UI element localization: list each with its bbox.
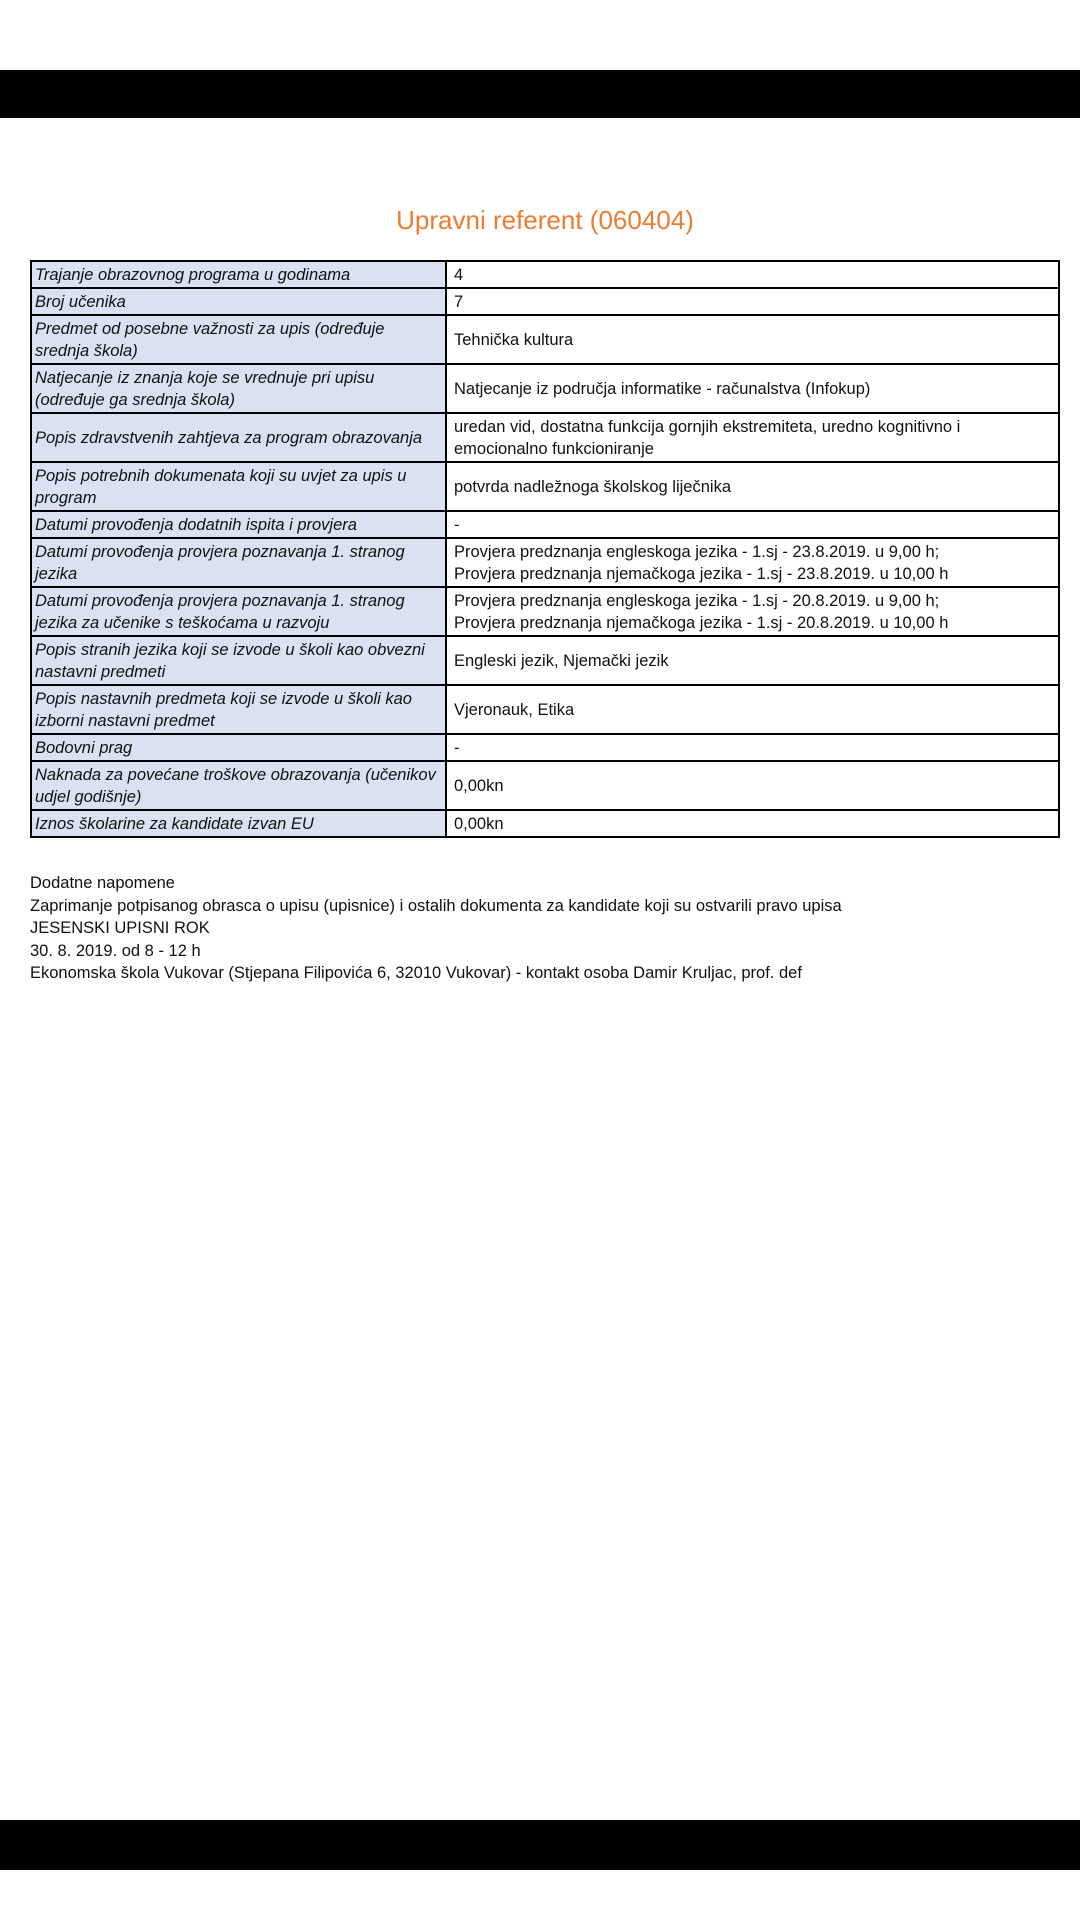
row-label: Popis potrebnih dokumenata koji su uvjet za upis u program [31, 462, 446, 511]
row-value-line: 4 [454, 266, 464, 284]
row-value-line: Provjera predznanja engleskoga jezika - 1.sj - 23.8.2019. u 9,00 h; [454, 543, 940, 561]
row-value [446, 761, 1059, 810]
row-value-line: - [454, 516, 460, 534]
page-title: Upravni referent (060404) [396, 205, 694, 235]
table-row [31, 364, 1059, 413]
row-label: Datumi provođenja provjera poznavanja 1. stranog jezika za učenike s teškoćama u razvoju [31, 587, 446, 636]
row-label: Trajanje obrazovnog programa u godinama [31, 261, 446, 288]
row-value [446, 364, 1059, 413]
row-value-line: Tehnička kultura [454, 331, 574, 349]
table-row [31, 462, 1059, 511]
notes-line: JESENSKI UPISNI ROK [30, 919, 210, 937]
row-value [446, 288, 1059, 315]
row-label: Predmet od posebne važnosti za upis (određuje srednja škola) [31, 315, 446, 364]
top-black-bar [0, 70, 1080, 118]
bottom-black-bar [0, 1820, 1080, 1870]
row-label: Iznos školarine za kandidate izvan EU [31, 810, 446, 837]
row-value-line: Provjera predznanja njemačkoga jezika - 1.sj - 20.8.2019. u 10,00 h [454, 614, 949, 632]
row-value [446, 413, 1059, 462]
program-info-table [30, 260, 1060, 838]
row-label: Popis zdravstvenih zahtjeva za program obrazovanja [31, 413, 446, 462]
notes-line: Ekonomska škola Vukovar (Stjepana Filipovića 6, 32010 Vukovar) - kontakt osoba Damir Kruljac, prof. def [30, 964, 802, 982]
notes-heading: Dodatne napomene [30, 874, 175, 892]
row-value [446, 462, 1059, 511]
row-value-line: Natjecanje iz područja informatike - računalstva (Infokup) [454, 380, 871, 398]
table-row [31, 288, 1059, 315]
row-value [446, 734, 1059, 761]
row-value [446, 587, 1059, 636]
row-value [446, 685, 1059, 734]
row-value-line: Provjera predznanja engleskoga jezika - 1.sj - 20.8.2019. u 9,00 h; [454, 592, 940, 610]
table-row [31, 413, 1059, 462]
row-label: Popis stranih jezika koji se izvode u školi kao obvezni nastavni predmeti [31, 636, 446, 685]
row-value [446, 810, 1059, 837]
table-row [31, 810, 1059, 837]
additional-notes [30, 872, 1060, 985]
row-value-line: uredan vid, dostatna funkcija gornjih ekstremiteta, uredno kognitivno i emocionalno funkcioniranje [454, 418, 961, 458]
table-row [31, 685, 1059, 734]
table-row [31, 761, 1059, 810]
row-label: Natjecanje iz znanja koje se vrednuje pri upisu (određuje ga srednja škola) [31, 364, 446, 413]
table-row [31, 511, 1059, 538]
table-row [31, 315, 1059, 364]
table-row [31, 261, 1059, 288]
row-label: Datumi provođenja provjera poznavanja 1. stranog jezika [31, 538, 446, 587]
notes-line: 30. 8. 2019. od 8 - 12 h [30, 941, 201, 960]
row-value-line: Vjeronauk, Etika [454, 701, 575, 719]
table-row [31, 734, 1059, 761]
row-value [446, 261, 1059, 288]
row-value-line: 0,00kn [454, 777, 504, 795]
row-value [446, 636, 1059, 685]
row-label: Naknada za povećane troškove obrazovanja (učenikov udjel godišnje) [31, 761, 446, 810]
row-value [446, 538, 1059, 587]
row-value-line: Provjera predznanja njemačkoga jezika - 1.sj - 23.8.2019. u 10,00 h [454, 565, 949, 583]
row-value-line: - [454, 739, 460, 757]
row-label: Popis nastavnih predmeta koji se izvode u školi kao izborni nastavni predmet [31, 685, 446, 734]
row-value-line: 7 [454, 293, 464, 311]
row-value [446, 511, 1059, 538]
row-value-line: 0,00kn [454, 815, 504, 833]
row-label: Broj učenika [31, 288, 446, 315]
row-value [446, 315, 1059, 364]
table-row [31, 587, 1059, 636]
program-info-table-body [31, 261, 1059, 837]
row-value-line: potvrda nadležnoga školskog liječnika [454, 478, 732, 496]
row-value-line: Engleski jezik, Njemački jezik [454, 652, 669, 670]
row-label: Bodovni prag [31, 734, 446, 761]
notes-line: Zaprimanje potpisanog obrasca o upisu (upisnice) i ostalih dokumenta za kandidate koji su ostvarili pravo upisa [30, 896, 842, 915]
row-label: Datumi provođenja dodatnih ispita i provjera [31, 511, 446, 538]
table-row [31, 538, 1059, 587]
table-row [31, 636, 1059, 685]
